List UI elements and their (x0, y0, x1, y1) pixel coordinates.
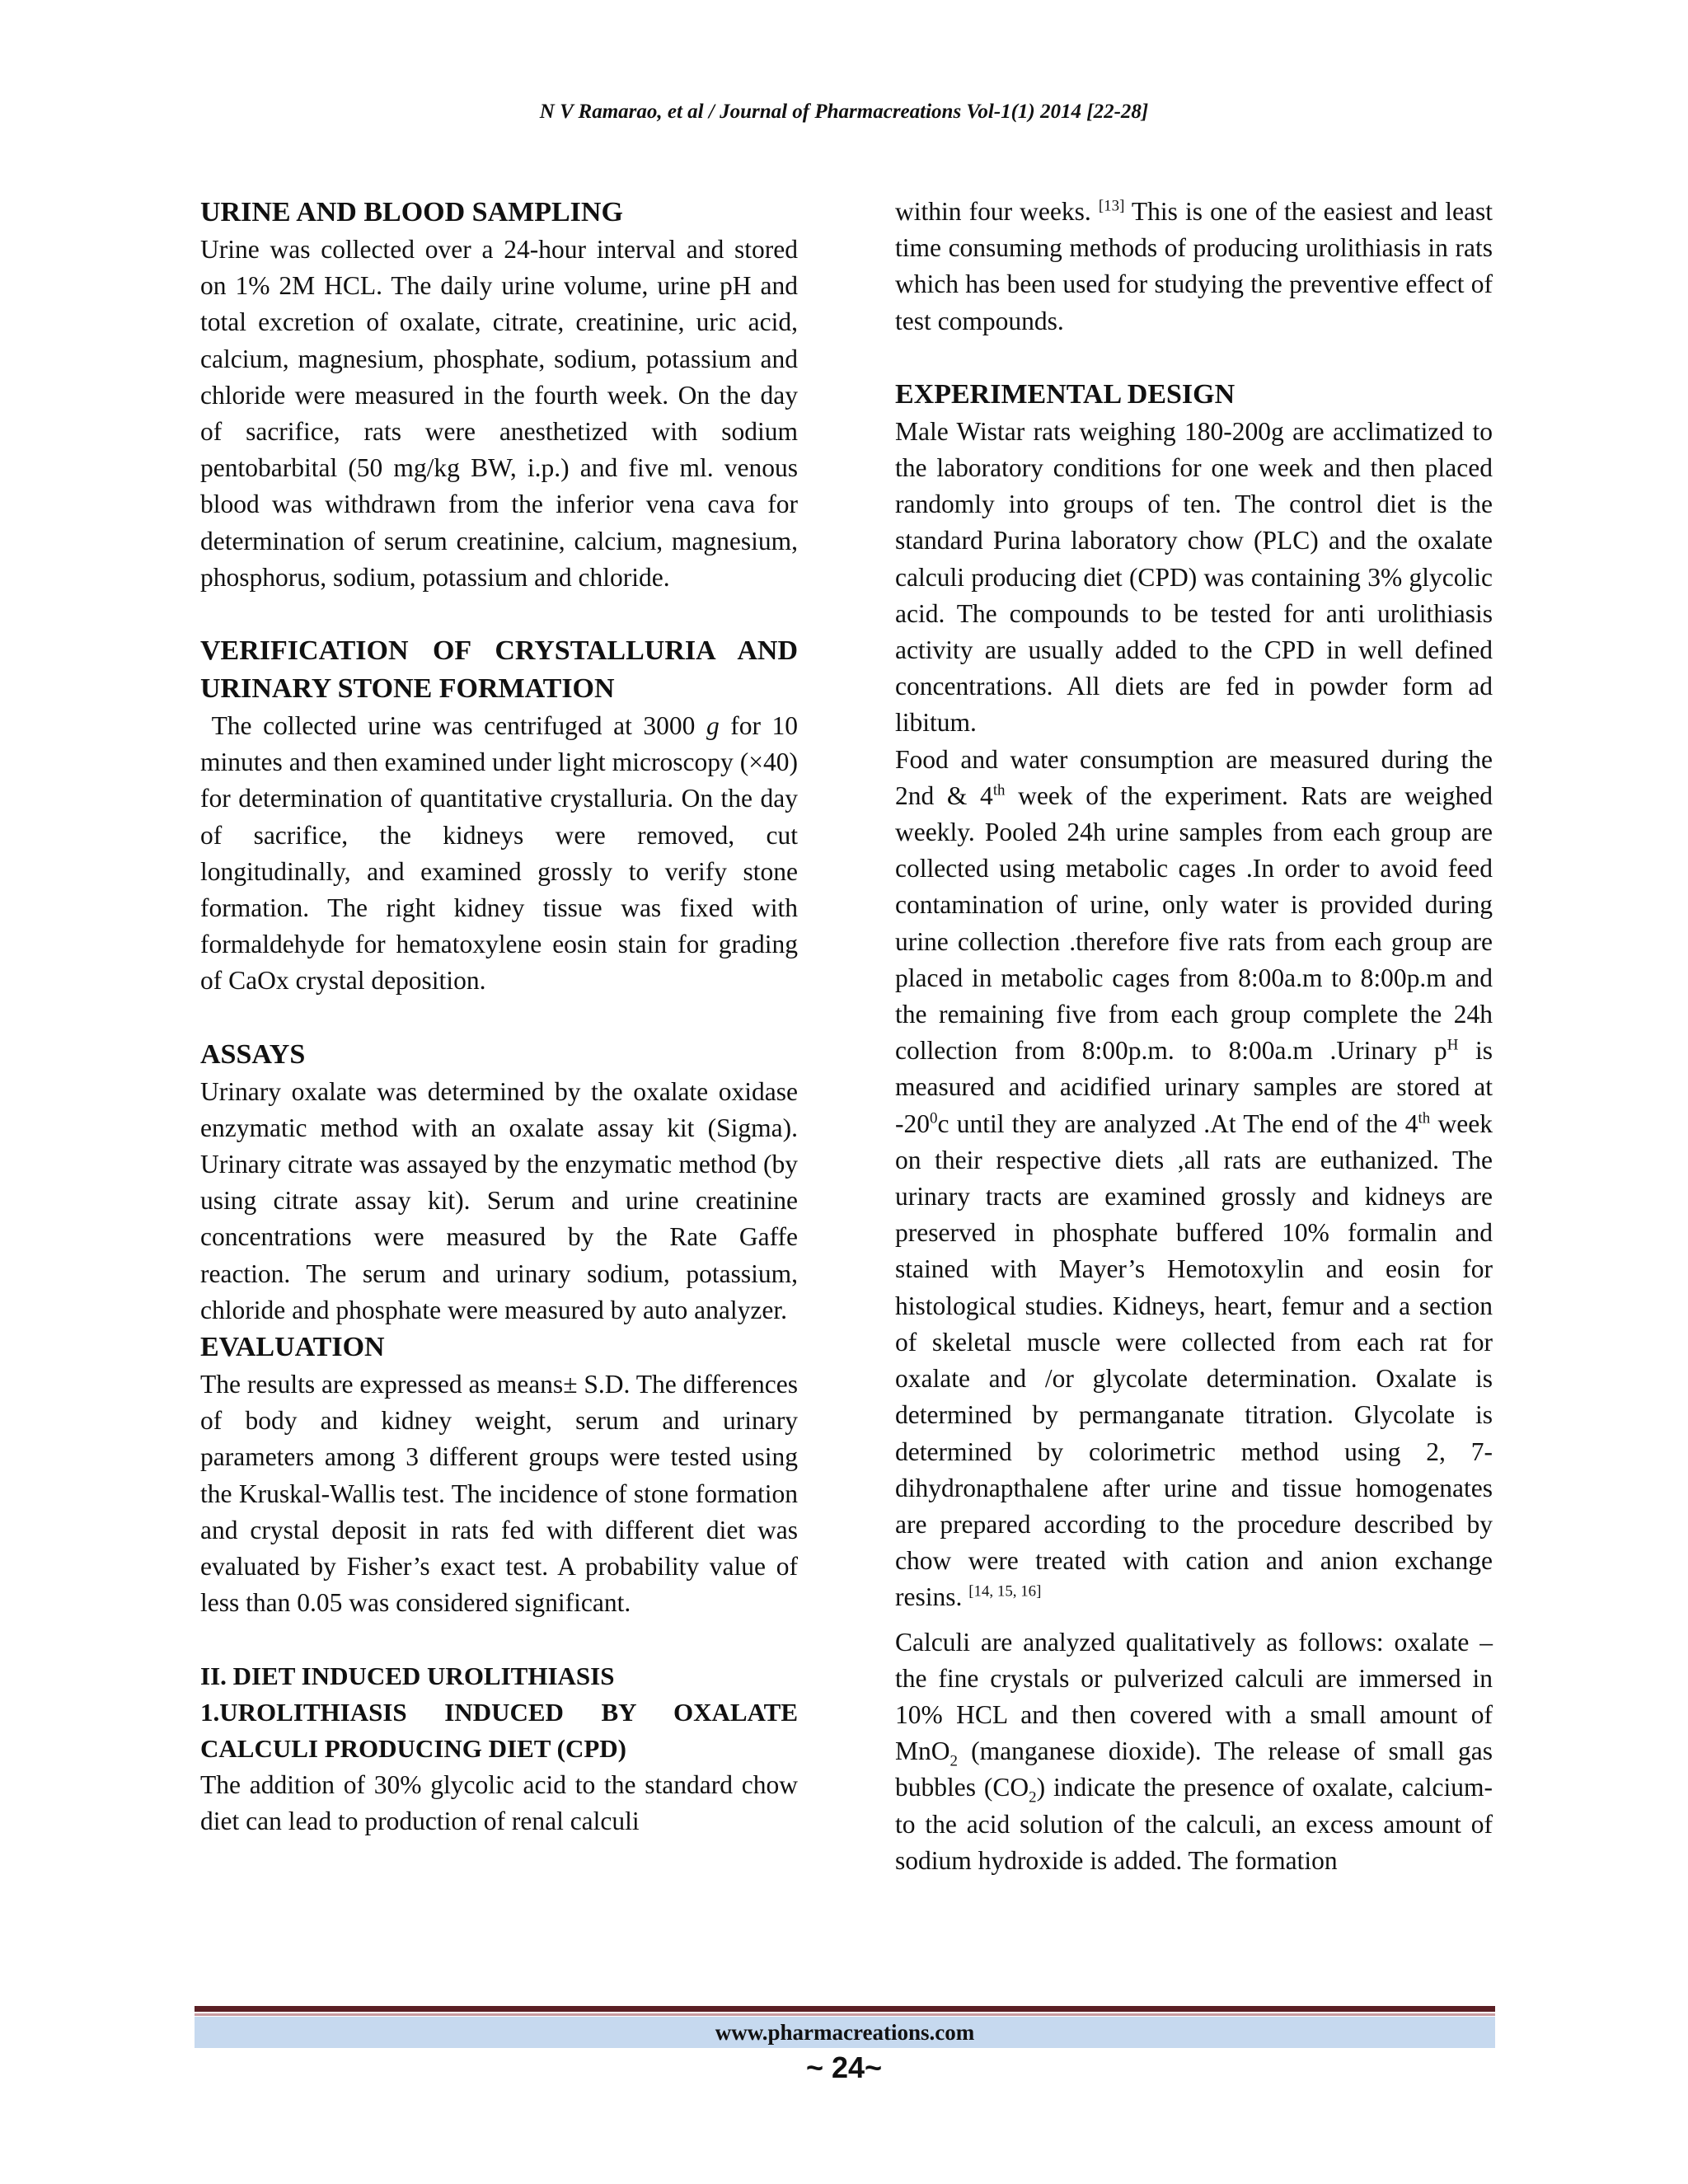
section-heading-assays: ASSAYS (200, 1038, 306, 1070)
paragraph-sampling: Urine was collected over a 24-hour interval and stored on 1% 2M HCL. The daily urine volume, urine pH and total excretion of oxalate, citrate, creatinine, uric acid, calcium, magnesium, phosphate, sodium, potassium and chloride were measured in the fourth week. On the day of sacrifice, rats were anesthetized with sodium pentobarbital (50 mg/kg BW, i.p.) and five ml. venous blood was withdrawn from the inferior vena cava for determination of serum creatinine, calcium, magnesium, phosphorus, sodium, potassium and chloride. (200, 235, 798, 592)
right-column (895, 194, 1493, 1879)
paragraph-cpd-continued: within four weeks. [13] This is one of the easiest and least time consuming methods of producing urolithiasis in rats which has been used for studying the preventive effect of test compounds. (895, 197, 1493, 335)
footer-rule (195, 2006, 1495, 2012)
paragraph-assays: Urinary oxalate was determined by the oxalate oxidase enzymatic method with an oxalate assay kit (Sigma). Urinary citrate was assayed by the enzymatic method (by using citrate assay kit). Serum and urine creatinine concentrations were measured by the Rate Gaffe reaction. The serum and urinary sodium, potassium, chloride and phosphate were measured by auto analyzer. (200, 1076, 798, 1324)
paragraph-design-2: Food and water consumption are measured during the 2nd & 4th week of the experiment. Rats are weighed weekly. Pooled 24h urine samples from each group are collected using metabolic cages .In order to avoid feed contamination of urine, only water is provided during urine collection .therefore five rats from each group are placed in metabolic cages from 8:00a.m to 8:00p.m and the remaining five from each group complete the 24h collection from 8:00p.m. to 8:00a.m .Urinary $p^H$ is measured and acidified urinary samples are stored at $-20^0c$ until they are analyzed .At The end of the 4th week on their respective diets ,all rats are euthanized. The urinary tracts are examined grossly and kidneys are preserved in phosphate buffered 10% formalin and stained with Mayer’s Hemotoxylin and eosin for histological studies. Kidneys, heart, femur and a section of skeletal muscle were collected from each rat for oxalate and /or glycolate determination. Oxalate is determined by permanganate titration. Glycolate is determined by colorimetric method using 2, 7-dihydronapthalene after urine and tissue homogenates are prepared according to the procedure described by chow were treated with cation and anion exchange resins. [14, 15, 16] (895, 744, 1493, 1612)
subsection-heading-cpd: 1.UROLITHIASIS INDUCED BY OXALATE CALCULI PRODUCING DIET (CPD) (200, 1697, 798, 1763)
page-number: ~ 24~ (805, 2050, 883, 2084)
section-heading-crystalluria: VERIFICATION OF CRYSTALLURIA AND URINARY STONE FORMATION (200, 635, 798, 705)
footer-url[interactable]: www.pharmacreations.com (195, 2017, 1495, 2048)
section-heading-diet-induced: II. DIET INDUCED UROLITHIASIS (200, 1661, 615, 1690)
citation-ref: [14, 15, 16] (968, 1582, 1042, 1601)
citation-ref: [13] (1098, 197, 1125, 215)
paragraph-evaluation: The results are expressed as means± S.D. The differences of body and kidney weight, serum and urinary parameters among 3 different groups were tested using the Kruskal-Wallis test. The incidence of stone formation and crystal deposit in rats fed with different diet was evaluated by Fisher’s exact test. A probability value of less than 0.05 was considered significant. (200, 1370, 798, 1618)
left-column (200, 194, 798, 1840)
section-heading-experimental-design: EXPERIMENTAL DESIGN (895, 378, 1236, 410)
paragraph-design-1: Male Wistar rats weighing 180-200g are acclimatized to the laboratory conditions for one week and then placed randomly into groups of ten. The control diet is the standard Purina laboratory chow (PLC) and the oxalate calculi producing diet (CPD) was containing 3% glycolic acid. The compounds to be tested for anti urolithiasis activity are usually added to the CPD in well defined concentrations. All diets are fed in powder form ad libitum. (895, 416, 1493, 738)
paragraph-crystalluria: The collected urine was centrifuged at 3000 g for 10 minutes and then examined under light microscopy (×40) for determination of quantitative crystalluria. On the day of sacrifice, the kidneys were removed, cut longitudinally, and examined grossly to verify stone formation. The right kidney tissue was fixed with formaldehyde for hematoxylene eosin stain for grading of CaOx crystal deposition. (200, 711, 799, 996)
paragraph-cpd: The addition of 30% glycolic acid to the standard chow diet can lead to production of renal calculi (200, 1769, 798, 1835)
footer-rule-light (195, 2013, 1495, 2016)
running-header: N V Ramarao, et al / Journal of Pharmacreations Vol-1(1) 2014 [22-28] (539, 101, 1149, 123)
section-heading-evaluation: EVALUATION (200, 1332, 385, 1363)
section-heading-sampling: URINE AND BLOOD SAMPLING (200, 197, 623, 227)
paragraph-calculi-analysis: Calculi are analyzed qualitatively as follows: oxalate – the fine crystals or pulverized calculi are immersed in 10% HCL and then covered with a small amount of MnO$_2$ (manganese dioxide). The release of small gas bubbles $(CO_2)$ indicate the presence of oxalate, calcium-to the acid solution of the calculi, an excess amount of sodium hydroxide is added. The formation (895, 1627, 1493, 1875)
